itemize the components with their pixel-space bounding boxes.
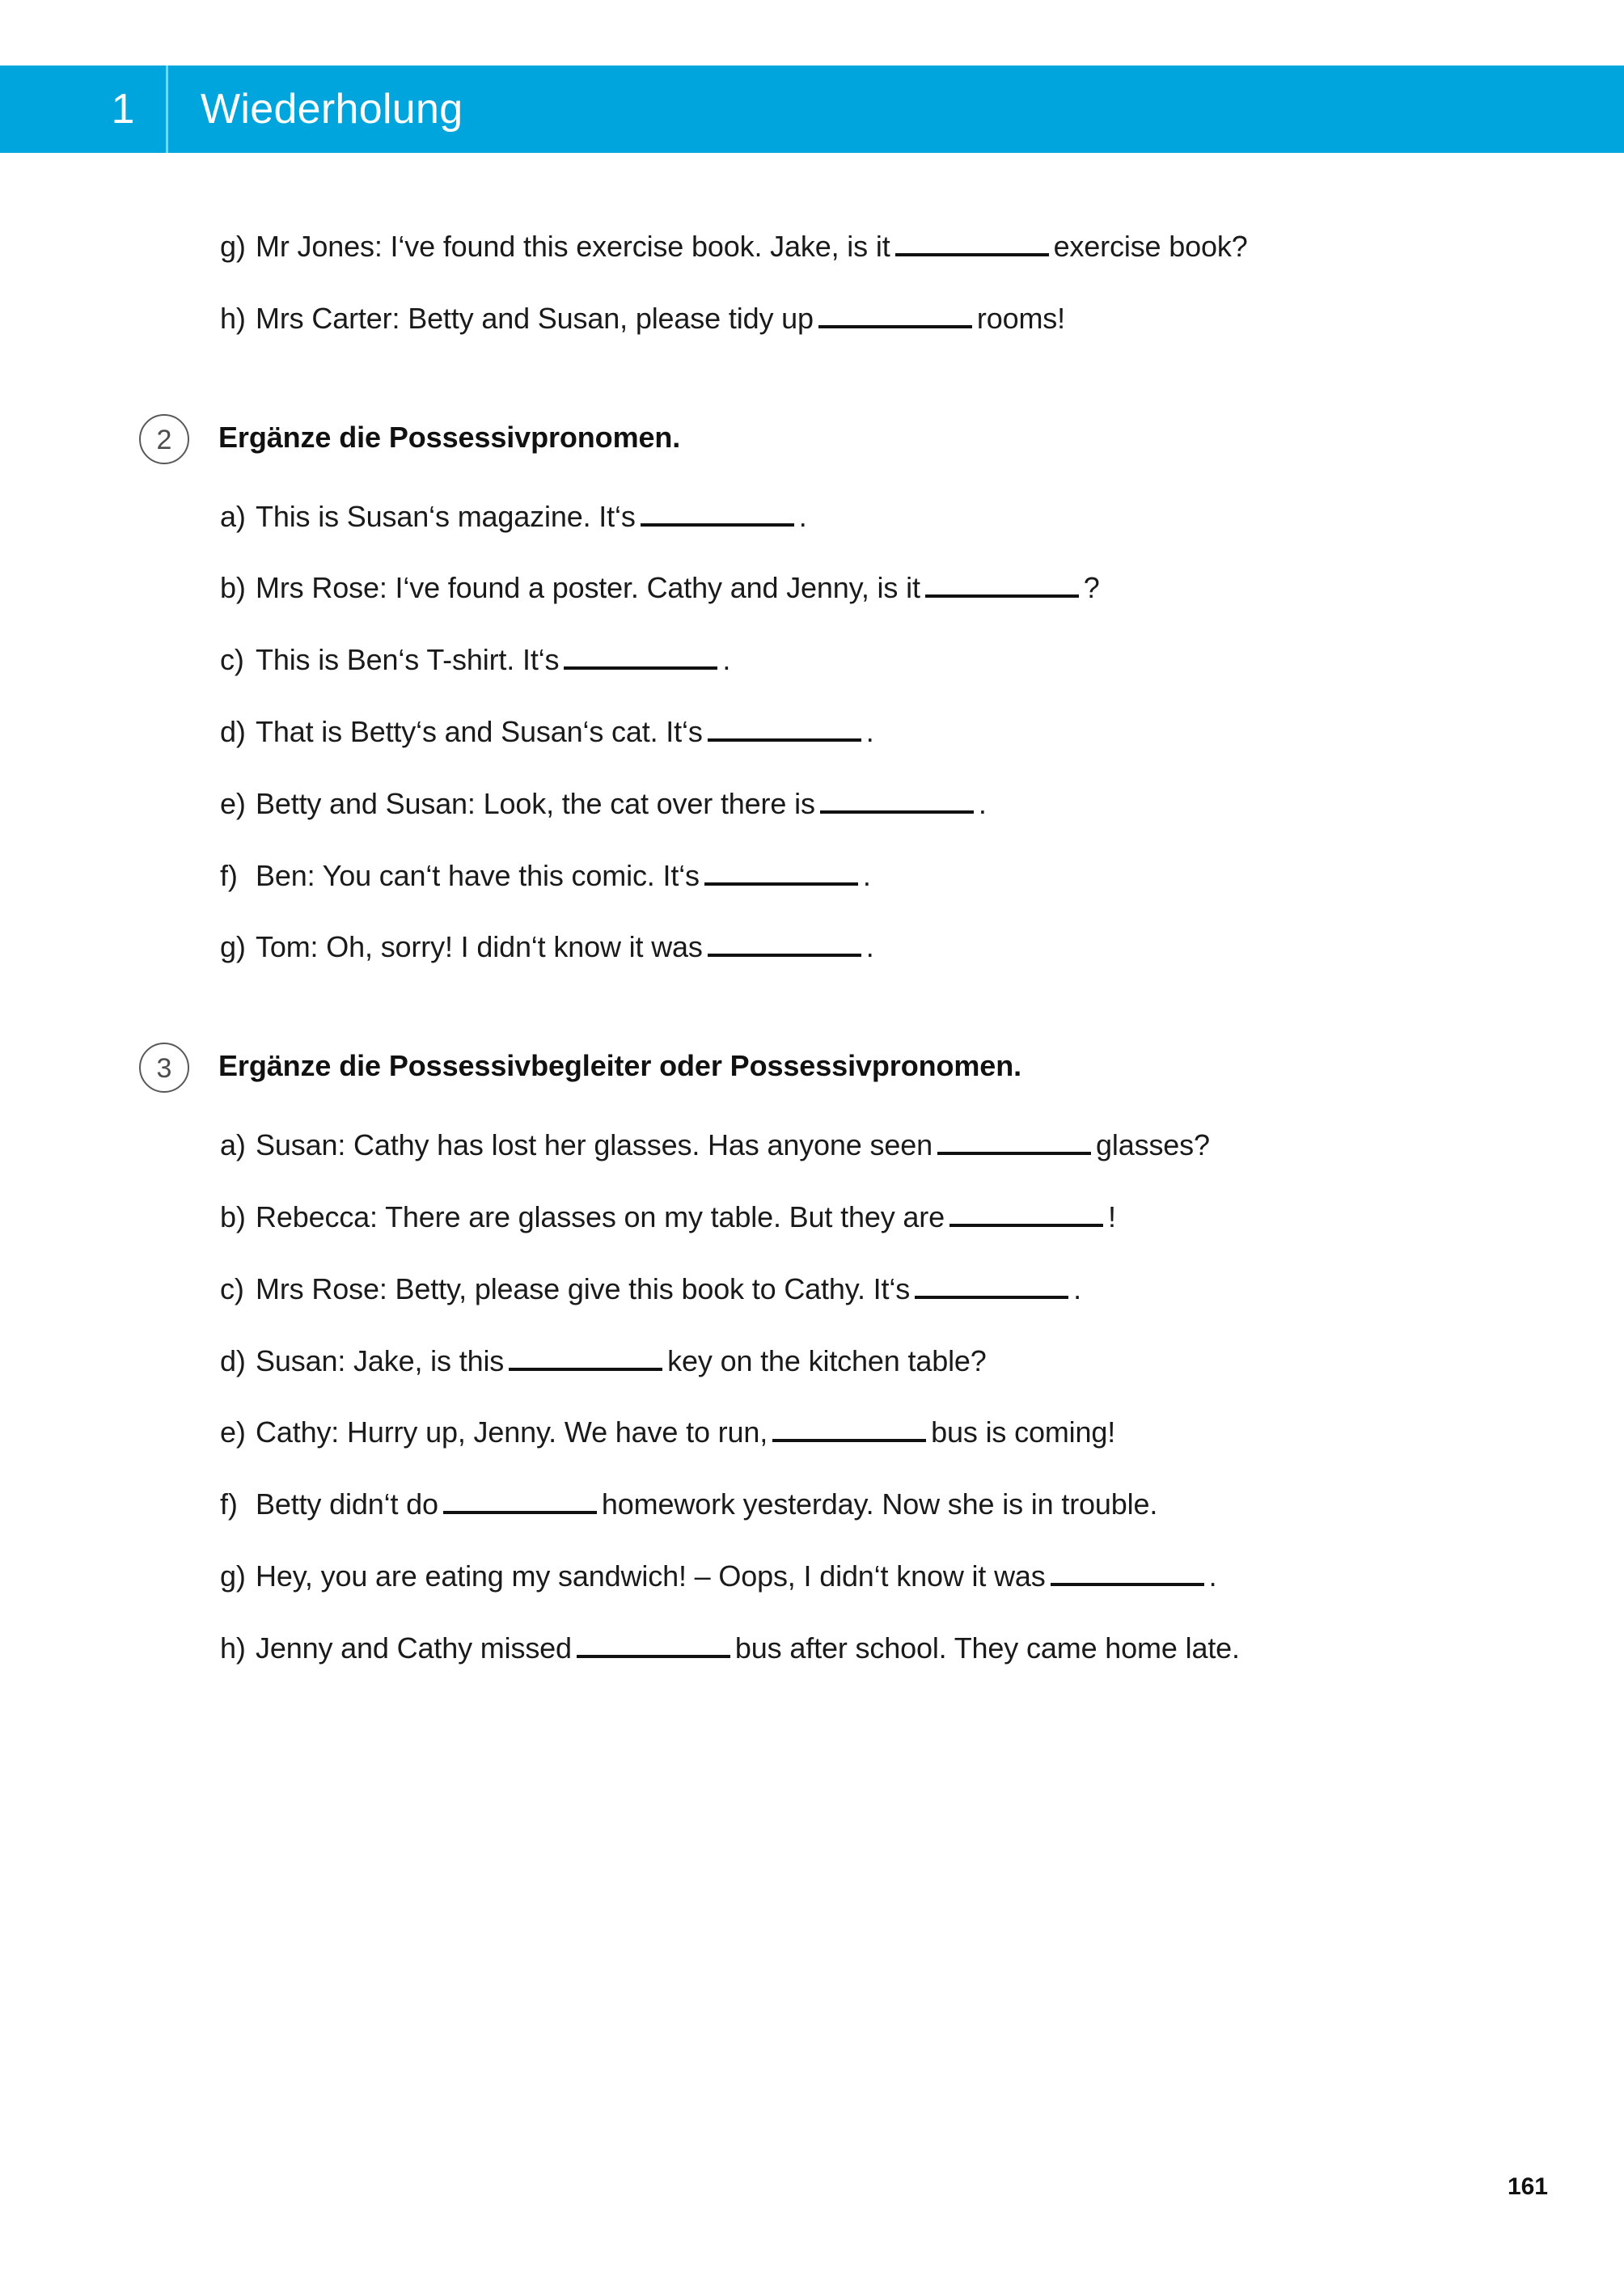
answer-blank[interactable]: [772, 1415, 926, 1442]
list-item: [220, 929, 1575, 967]
item-text-before: Mr Jones: I‘ve found this exercise book. Jake, is it: [256, 230, 890, 263]
answer-blank[interactable]: [564, 642, 717, 670]
answer-blank[interactable]: [577, 1631, 730, 1658]
item-text-after: exercise book?: [1053, 230, 1248, 263]
exercise-3-heading: [139, 1047, 1624, 1093]
item-text-after: .: [722, 643, 731, 677]
item-text-after: .: [865, 714, 874, 748]
answer-blank[interactable]: [1051, 1559, 1204, 1586]
item-text-before: Betty didn‘t do: [256, 1487, 438, 1521]
item-text-before: Mrs Carter: Betty and Susan, please tidy up: [256, 301, 814, 335]
item-label: g): [220, 1559, 246, 1593]
exercise-2-heading: [139, 419, 1624, 464]
exercise-number-badge: 2: [139, 414, 189, 464]
item-text-after: rooms!: [976, 301, 1066, 335]
exercise-3: [0, 1047, 1624, 1667]
item-text-after: bus after school. They came home late.: [734, 1631, 1240, 1665]
item-label: e): [220, 786, 246, 820]
item-label: a): [220, 1128, 246, 1162]
item-label: c): [220, 1271, 244, 1305]
item-text-after: .: [798, 499, 807, 533]
item-label: a): [220, 499, 246, 533]
item-text-before: That is Betty‘s and Susan‘s cat. It‘s: [256, 714, 703, 748]
item-text-after: homework yesterday. Now she is in trouble.: [601, 1487, 1158, 1521]
answer-blank[interactable]: [443, 1487, 597, 1514]
page-content: [0, 153, 1624, 1668]
item-text-before: Rebecca: There are glasses on my table. But they are: [256, 1199, 945, 1233]
item-text-after: ?: [1083, 571, 1100, 605]
list-item: [220, 1558, 1575, 1596]
answer-blank[interactable]: [895, 229, 1049, 256]
item-text-before: Hey, you are eating my sandwich! – Oops, I didn‘t know it was: [256, 1559, 1046, 1593]
list-item: [220, 785, 1575, 823]
answer-blank[interactable]: [509, 1343, 662, 1371]
item-label: b): [220, 1199, 246, 1233]
answer-blank[interactable]: [818, 301, 972, 328]
chapter-header-bar: [0, 66, 1624, 153]
answer-blank[interactable]: [708, 714, 861, 742]
item-text-after: .: [865, 930, 874, 964]
item-label: h): [220, 1631, 246, 1665]
item-text-after: bus is coming!: [931, 1415, 1116, 1449]
exercise-instruction: Ergänze die Possessivpronomen.: [218, 420, 681, 454]
item-text-before: Tom: Oh, sorry! I didn‘t know it was: [256, 930, 703, 964]
list-item: [220, 1343, 1575, 1381]
item-text-before: Mrs Rose: I‘ve found a poster. Cathy and Jenny, is it: [256, 571, 920, 605]
item-text-before: Cathy: Hurry up, Jenny. We have to run,: [256, 1415, 768, 1449]
list-item: [220, 1271, 1575, 1309]
item-label: f): [220, 858, 238, 892]
answer-blank[interactable]: [937, 1127, 1091, 1155]
exercise-2: [0, 419, 1624, 967]
exercise-2-items: [220, 498, 1575, 967]
item-label: d): [220, 714, 246, 748]
exercise-instruction: Ergänze die Possessivbegleiter oder Possessivpronomen.: [218, 1049, 1021, 1083]
item-text-before: Jenny and Cathy missed: [256, 1631, 572, 1665]
item-text-after: .: [862, 858, 871, 892]
list-item: [220, 1414, 1575, 1452]
item-text-before: Betty and Susan: Look, the cat over there is: [256, 786, 815, 820]
answer-blank[interactable]: [820, 786, 974, 814]
list-item: [220, 228, 1575, 266]
item-text-before: This is Ben‘s T-shirt. It‘s: [256, 643, 560, 677]
list-item: [220, 300, 1575, 338]
list-item: [220, 641, 1575, 679]
chapter-title: Wiederholung: [201, 86, 463, 133]
answer-blank[interactable]: [641, 499, 794, 527]
item-label: d): [220, 1343, 246, 1377]
list-item: [220, 1199, 1575, 1237]
item-label: g): [220, 230, 246, 263]
item-text-before: Susan: Cathy has lost her glasses. Has anyone seen: [256, 1128, 933, 1162]
item-text-after: !: [1108, 1199, 1116, 1233]
list-item: [220, 857, 1575, 895]
item-label: e): [220, 1415, 246, 1449]
chapter-number: 1: [111, 86, 135, 133]
list-item: [220, 498, 1575, 536]
continued-items-list: [220, 228, 1575, 338]
item-text-before: This is Susan‘s magazine. It‘s: [256, 499, 636, 533]
item-label: b): [220, 571, 246, 605]
item-text-after: key on the kitchen table?: [667, 1343, 987, 1377]
item-text-before: Mrs Rose: Betty, please give this book to Cathy. It‘s: [256, 1271, 911, 1305]
item-label: h): [220, 301, 246, 335]
list-item: [220, 1127, 1575, 1165]
item-label: c): [220, 643, 244, 677]
item-text-before: Susan: Jake, is this: [256, 1343, 505, 1377]
answer-blank[interactable]: [708, 929, 861, 957]
item-text-after: .: [1208, 1559, 1217, 1593]
list-item: [220, 713, 1575, 751]
item-text-after: glasses?: [1096, 1128, 1210, 1162]
answer-blank[interactable]: [925, 570, 1079, 598]
answer-blank[interactable]: [915, 1271, 1068, 1299]
item-label: g): [220, 930, 246, 964]
list-item: [220, 569, 1575, 607]
list-item: [220, 1630, 1575, 1668]
list-item: [220, 1486, 1575, 1524]
item-text-after: .: [1073, 1271, 1081, 1305]
page-number: 161: [1507, 2173, 1548, 2200]
item-text-after: .: [978, 786, 987, 820]
exercise-number-badge: 3: [139, 1043, 189, 1093]
answer-blank[interactable]: [704, 858, 858, 886]
item-label: f): [220, 1487, 238, 1521]
exercise-3-items: [220, 1127, 1575, 1667]
item-text-before: Ben: You can‘t have this comic. It‘s: [256, 858, 700, 892]
answer-blank[interactable]: [949, 1199, 1103, 1227]
